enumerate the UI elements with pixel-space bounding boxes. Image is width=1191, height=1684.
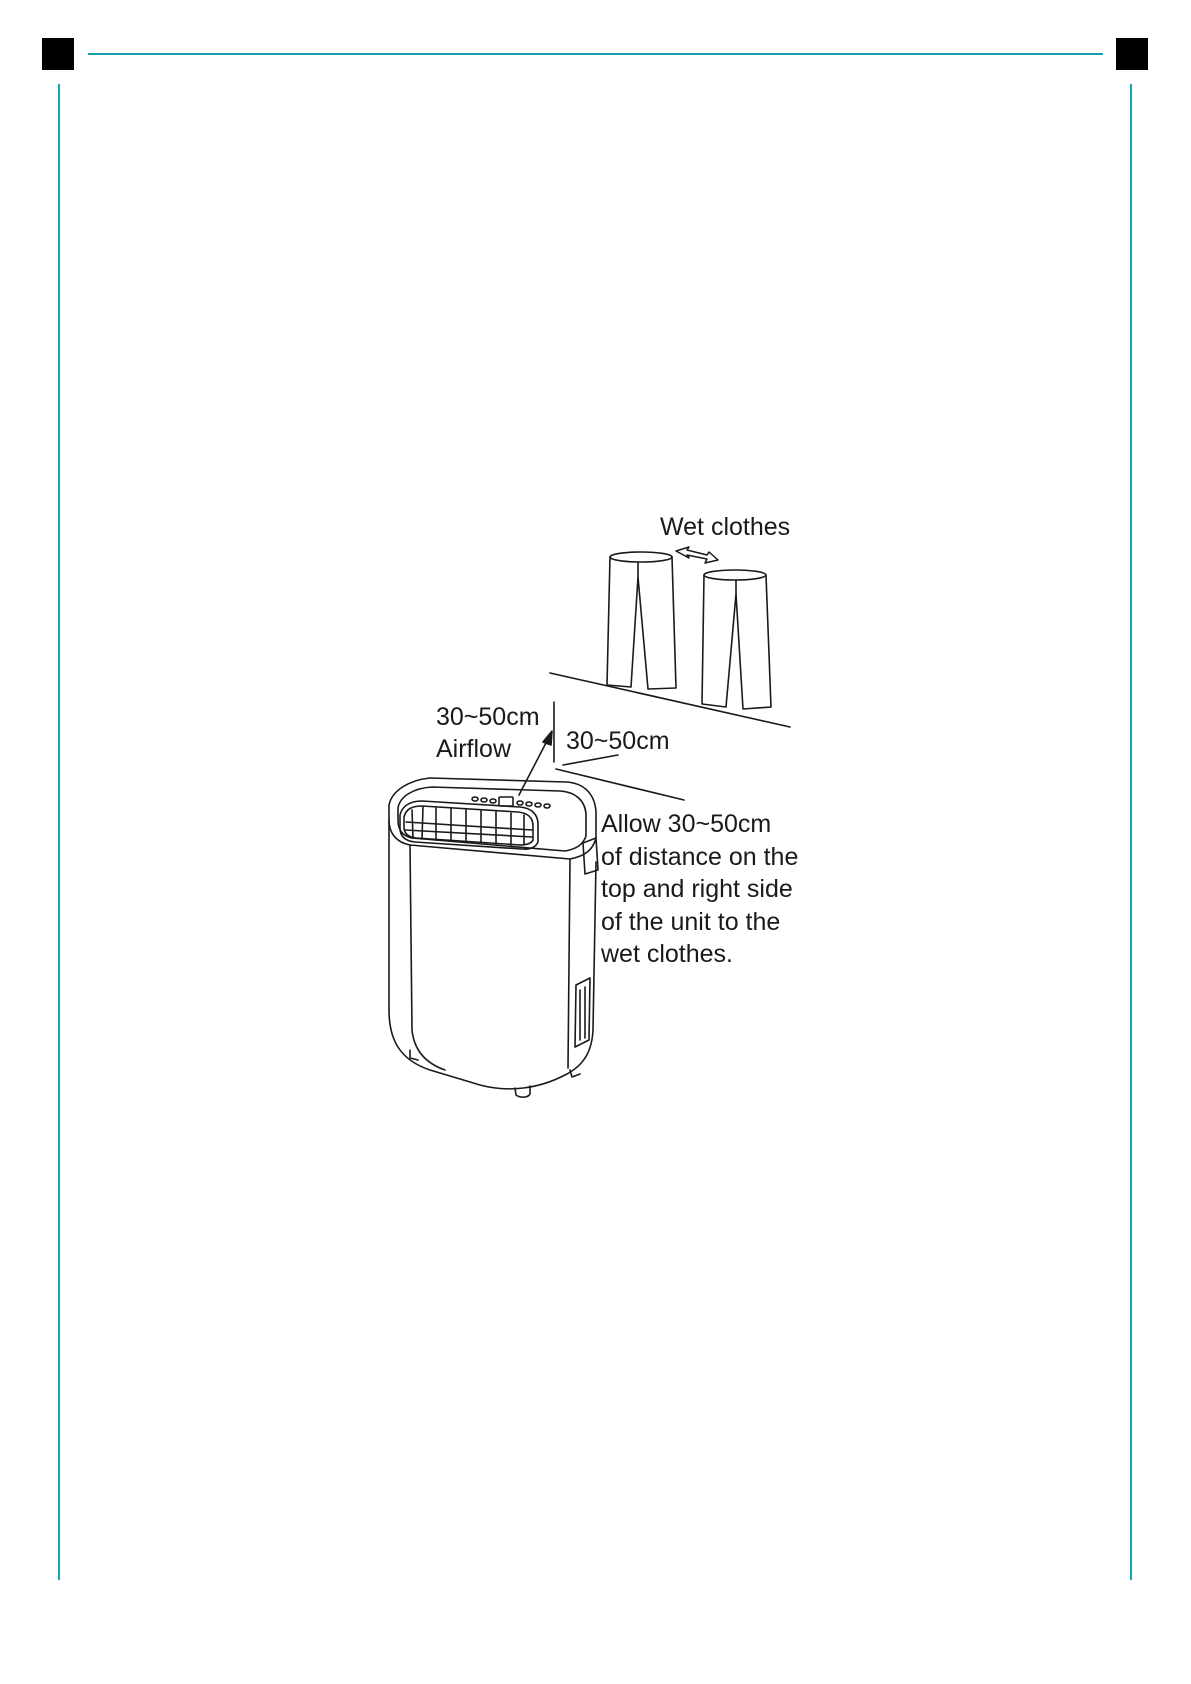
dehumidifier-unit [389, 778, 598, 1097]
double-arrow-icon [676, 547, 718, 563]
wet-trousers-left [607, 552, 676, 689]
clearance-note-line: top and right side [601, 875, 793, 903]
clearance-note [601, 808, 798, 971]
top-clearance-label: 30~50cm [436, 703, 540, 731]
wet-clothes-label: Wet clothes [660, 513, 791, 541]
airflow-arrow-icon [519, 731, 552, 795]
clothes-floor-line [550, 673, 790, 727]
clearance-note-line: of distance on the [601, 842, 799, 871]
airflow-label: Airflow [436, 735, 512, 763]
wet-trousers-right [702, 570, 771, 709]
side-clearance-label: 30~50cm [566, 727, 670, 755]
clearance-note-line: wet clothes. [601, 940, 734, 968]
clearance-note-line: Allow 30~50cm [601, 810, 772, 838]
clearance-note-line: of the unit to the [601, 907, 781, 936]
